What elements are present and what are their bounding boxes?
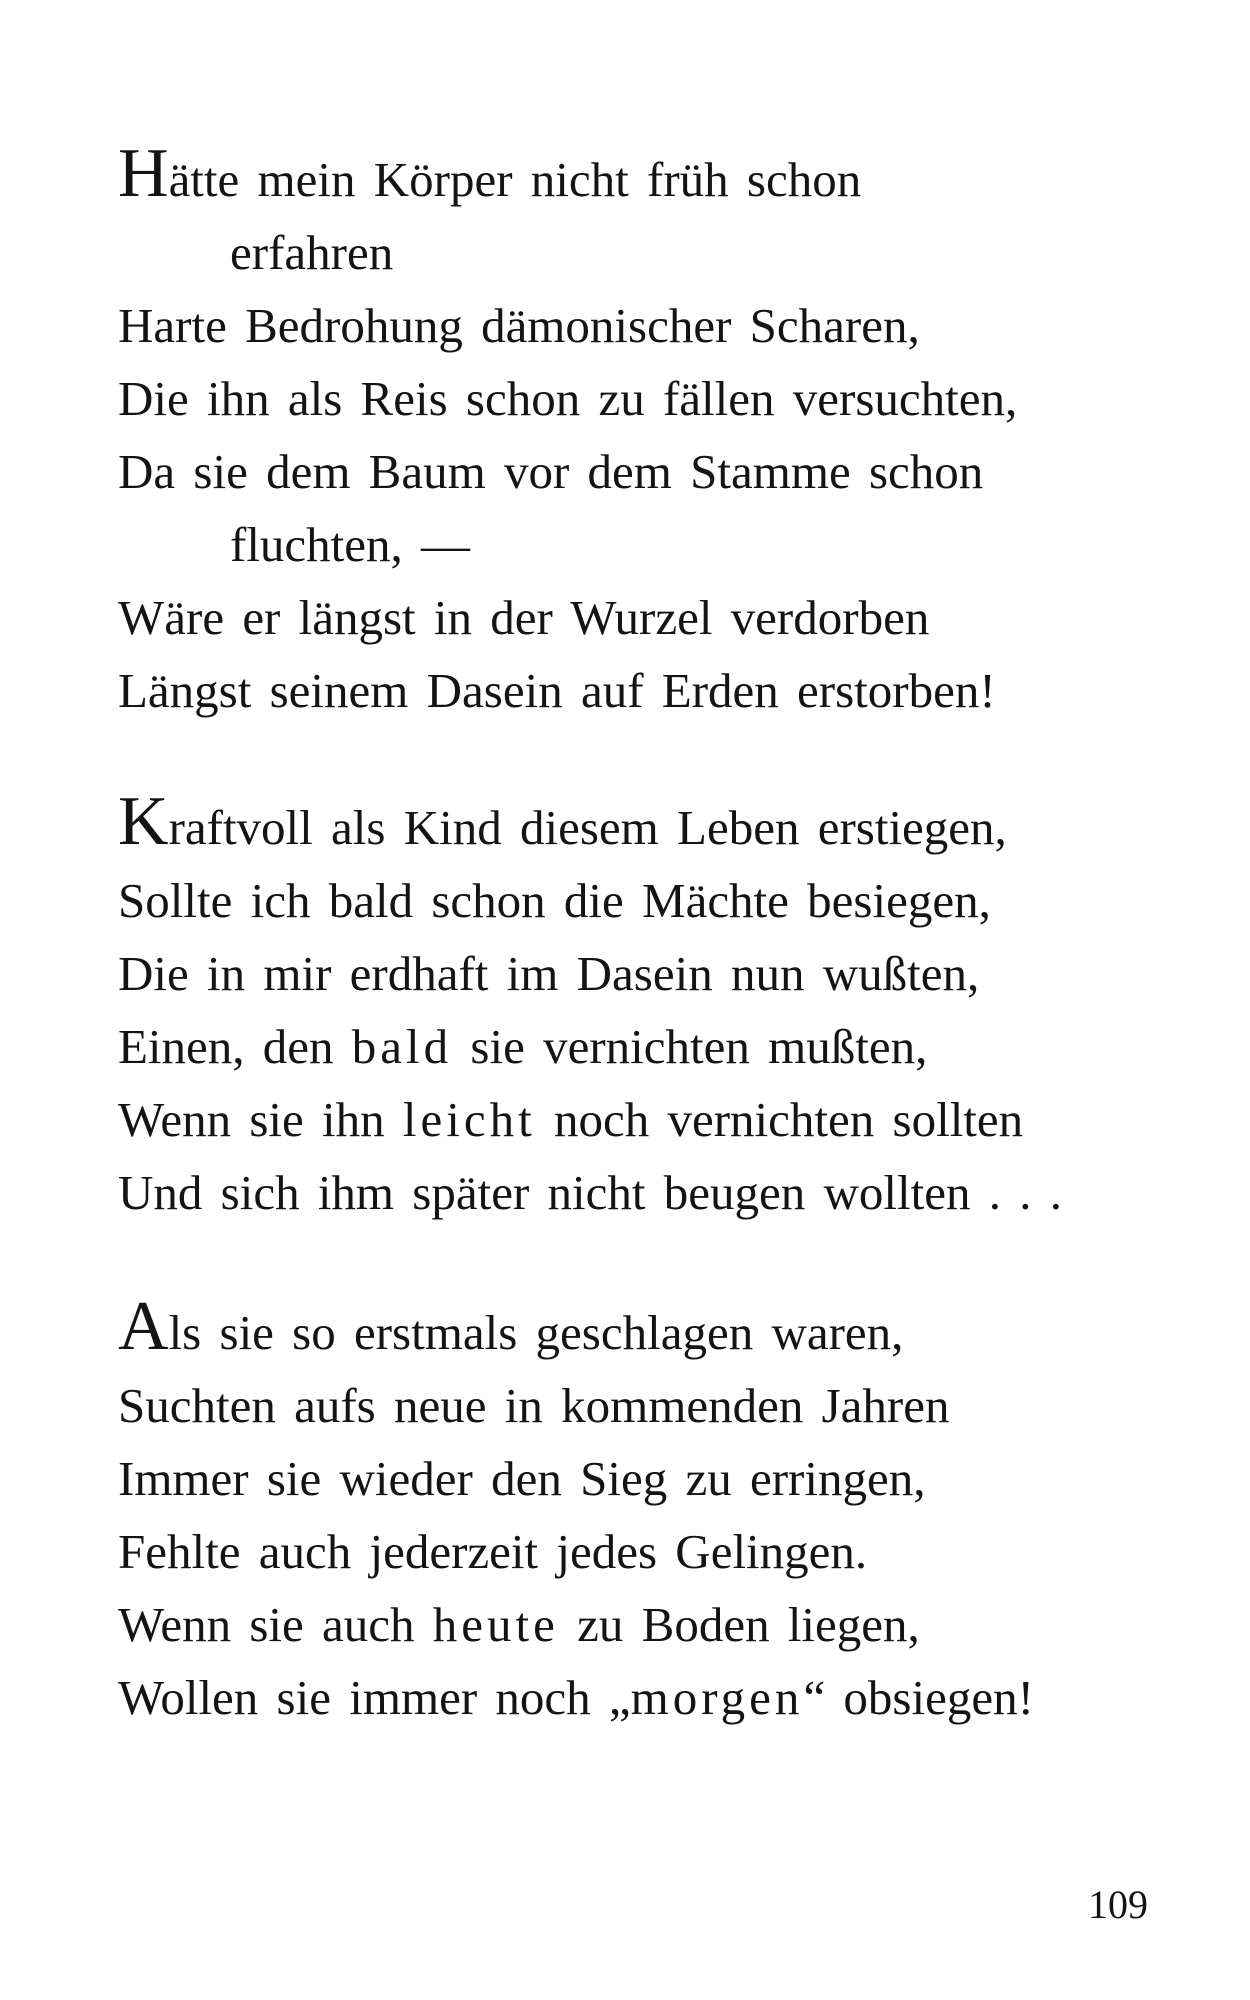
- poem-line: [118, 1288, 1178, 1369]
- emphasized-word: leicht: [402, 1092, 536, 1147]
- poem-line: Längst seinem Dasein auf Erden erstorben!: [118, 663, 996, 718]
- poem-line: erfahren: [230, 225, 394, 280]
- poem-line: Wäre er längst in der Wurzel verdorben: [118, 590, 930, 645]
- emphasized-word: heute: [432, 1597, 559, 1652]
- initial-letter: H: [118, 135, 169, 212]
- poem-line: Da sie dem Baum vor dem Stamme schon: [118, 444, 984, 499]
- poem-line-text: noch vernichten sollten: [535, 1092, 1024, 1147]
- stanza-2: [118, 783, 1178, 1229]
- page-number: 109: [1088, 1882, 1148, 1927]
- emphasized-word: bald: [351, 1019, 453, 1074]
- poem-line: [118, 1661, 1178, 1734]
- poem-line-text: ls sie so erstmals geschlagen waren,: [168, 1305, 904, 1360]
- initial-letter: K: [118, 783, 169, 860]
- poem-line-text: Wenn sie ihn: [118, 1092, 403, 1147]
- poem-line: Immer sie wieder den Sieg zu erringen,: [118, 1451, 926, 1506]
- poem-line: [118, 1010, 1178, 1083]
- poem-line: fluchten, —: [230, 517, 471, 572]
- poem-line-text: Wollen sie immer noch „: [118, 1670, 631, 1725]
- poem-line-text: raftvoll als Kind diesem Leben erstiegen,: [168, 800, 1007, 855]
- poem-line-text: ätte mein Körper nicht früh schon: [168, 152, 862, 207]
- poem-line-text: “ obsiegen!: [803, 1670, 1034, 1725]
- stanza-1: [118, 135, 1178, 727]
- emphasized-word: morgen: [630, 1670, 804, 1725]
- poem-line: Und sich ihm später nicht beugen wollten . . .: [118, 1165, 1062, 1220]
- poem-line: Suchten aufs neue in kommenden Jahren: [118, 1378, 950, 1433]
- poem-line-text: Einen, den: [118, 1019, 352, 1074]
- poem-line-text: sie vernichten mußten,: [452, 1019, 928, 1074]
- poem-line: Die in mir erdhaft im Dasein nun wußten,: [118, 946, 980, 1001]
- poem-line: [118, 1588, 1178, 1661]
- poem-line: Fehlte auch jederzeit jedes Gelingen.: [118, 1524, 868, 1579]
- poem-line-text: Wenn sie auch: [118, 1597, 433, 1652]
- poem-line: [118, 783, 1178, 864]
- poem-line: Die ihn als Reis schon zu fällen versuchten,: [118, 371, 1018, 426]
- poem-line: [118, 135, 1178, 216]
- poem-line: [118, 1083, 1178, 1156]
- stanza-3: [118, 1288, 1178, 1734]
- poem-line-text: zu Boden liegen,: [558, 1597, 920, 1652]
- poem-line: Sollte ich bald schon die Mächte besiegen,: [118, 873, 991, 928]
- initial-letter: A: [118, 1288, 169, 1365]
- poem-line: Harte Bedrohung dämonischer Scharen,: [118, 298, 920, 353]
